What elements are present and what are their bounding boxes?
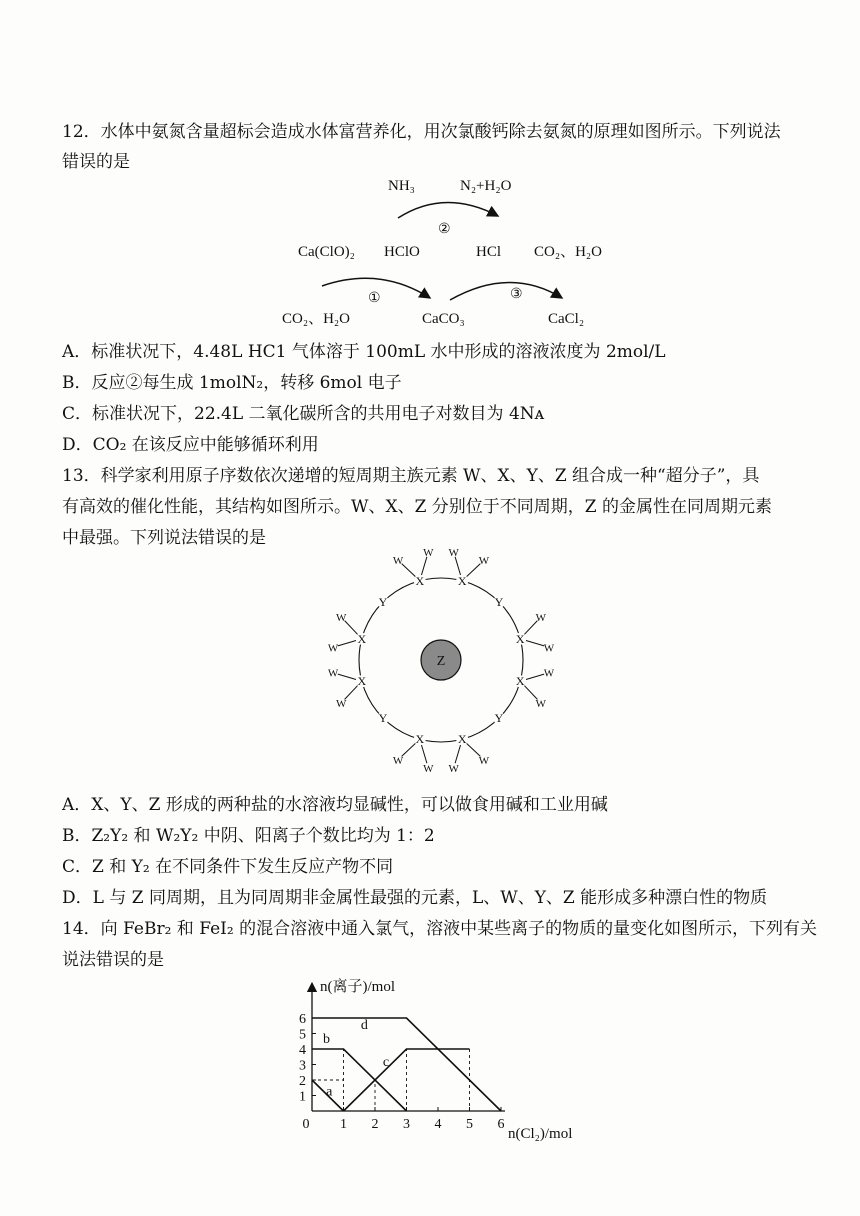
- w-atom-label: W: [478, 754, 490, 767]
- series-label-a: a: [326, 1084, 333, 1100]
- x-w-bond: [345, 621, 358, 635]
- x-w-bond: [338, 674, 356, 679]
- series-label-b: b: [323, 1031, 331, 1047]
- w-atom-label: W: [335, 612, 347, 625]
- x-atom-label: X: [415, 732, 425, 747]
- w-atom-label: W: [535, 697, 547, 710]
- y-tick-label: 3: [299, 1058, 306, 1074]
- x-w-bond: [526, 674, 544, 679]
- x-w-bond: [455, 745, 460, 763]
- y-atom-label: Y: [378, 595, 388, 610]
- x-atom-label: X: [515, 674, 525, 689]
- caco3-label: CaCO₃: [422, 311, 465, 327]
- x-w-bond: [345, 686, 358, 700]
- y-atom-label: Y: [494, 595, 504, 610]
- w-atom-label: W: [327, 667, 339, 680]
- nh3-label: NH₃: [388, 178, 415, 194]
- step2-arrow: [398, 202, 498, 218]
- hclo-label: HClO: [384, 244, 420, 260]
- x-tick-label: 4: [434, 1117, 442, 1132]
- q13-stem-line1: 13．科学家利用原子序数依次递增的短周期主族元素 W、X、Y、Z 组合成一种“超分子”，具: [62, 466, 760, 486]
- w-atom-label: W: [423, 548, 434, 560]
- y-axis-label: n(离子)/mol: [320, 979, 395, 995]
- w-atom-label: W: [448, 548, 459, 560]
- y-tick-label: 2: [299, 1074, 306, 1089]
- x-tick-label: 6: [497, 1117, 505, 1132]
- step2-label: ②: [438, 222, 451, 237]
- w-atom-label: W: [543, 667, 555, 680]
- q13-option-c: C．Z 和 Y₂ 在不同条件下发生反应产物不同: [62, 857, 394, 877]
- x-w-bond: [402, 564, 416, 577]
- step3-arrow: [450, 282, 562, 300]
- q13-option-b: B．Z₂Y₂ 和 W₂Y₂ 中阴、阳离子个数比均为 1：2: [62, 826, 435, 846]
- caclo2-label: Ca(ClO)₂: [298, 244, 355, 260]
- w-atom-label: W: [392, 754, 404, 767]
- x-w-bond: [455, 557, 460, 575]
- q13-option-a: A．X、Y、Z 形成的两种盐的水溶液均显碱性，可以做食用碱和工业用碱: [62, 795, 608, 815]
- y-tick-label: 1: [299, 1089, 306, 1105]
- q14-stem-line1: 14．向 FeBr₂ 和 FeI₂ 的混合溶液中通入氯气，溶液中某些离子的物质的量变化如图所示，下列有关: [62, 919, 818, 939]
- w-atom-label: W: [535, 612, 547, 625]
- q12-stem-line1: 12．水体中氨氮含量超标会造成水体富营养化，用次氯酸钙除去氨氮的原理如图所示。下列说法: [62, 122, 781, 142]
- w-atom-label: W: [478, 555, 490, 568]
- y-tick-label: 6: [299, 1012, 306, 1027]
- x-atom-label: X: [357, 674, 367, 689]
- x-atom-label: X: [515, 631, 525, 646]
- q14-ion-chart: [290, 975, 600, 1145]
- step3-label: ③: [510, 287, 523, 302]
- z-center-label: Z: [436, 654, 446, 669]
- y-atom-label: Y: [378, 710, 388, 725]
- q13-stem-line2: 有高效的催化性能，其结构如图所示。W、X、Z 分别位于不同周期，Z 的金属性在同周期元素: [62, 497, 773, 517]
- x-w-bond: [421, 557, 426, 575]
- x-w-bond: [421, 745, 426, 763]
- w-atom-label: W: [423, 762, 434, 775]
- y-tick-label: 4: [299, 1043, 306, 1058]
- series-label-d: d: [360, 1017, 368, 1033]
- x-atom-label: X: [357, 631, 367, 646]
- q12-option-b: B．反应②每生成 1molN₂，转移 6mol 电子: [62, 373, 402, 393]
- y-atom-label: Y: [494, 710, 504, 725]
- co2-h2o-top-label: CO₂、H₂O: [534, 244, 602, 260]
- cacl2-label: CaCl₂: [548, 311, 585, 327]
- x-axis-label: n(Cl₂)/mol: [508, 1126, 573, 1142]
- n2-h2o-label: N₂+H₂O: [460, 178, 512, 194]
- w-atom-label: W: [448, 762, 459, 775]
- q12-option-d: D．CO₂ 在该反应中能够循环利用: [62, 435, 319, 455]
- q14-stem-line2: 说法错误的是: [62, 950, 164, 970]
- q12-stem-line2: 错误的是: [62, 152, 130, 172]
- q12-reaction-diagram: [280, 168, 620, 333]
- hcl-label: HCl: [476, 244, 502, 260]
- x-tick-label: 2: [371, 1117, 379, 1132]
- series-label-c: c: [382, 1055, 390, 1071]
- step1-label: ①: [368, 291, 381, 306]
- x-atom-label: X: [457, 732, 467, 747]
- x-tick-label: 3: [403, 1117, 410, 1132]
- x-atom-label: X: [415, 573, 425, 588]
- y-tick-label: 5: [299, 1027, 306, 1043]
- q12-option-c: C．标准状况下，22.4L 二氧化碳所含的共用电子对数目为 4Nᴀ: [62, 404, 545, 424]
- x-atom-label: X: [457, 573, 467, 588]
- w-atom-label: W: [335, 697, 347, 710]
- co2-h2o-bottom-label: CO₂、H₂O: [282, 311, 350, 327]
- w-atom-label: W: [543, 642, 555, 655]
- x-tick-label: 5: [466, 1117, 473, 1132]
- q13-stem-line3: 中最强。下列说法错误的是: [62, 528, 266, 548]
- x-w-bond: [402, 743, 416, 756]
- q13-supermolecule-diagram: [315, 548, 565, 780]
- x-tick-label: 0: [302, 1117, 310, 1132]
- x-w-bond: [526, 640, 544, 645]
- w-atom-label: W: [327, 642, 339, 655]
- x-w-bond: [338, 640, 356, 645]
- x-tick-label: 1: [340, 1117, 347, 1132]
- w-atom-label: W: [392, 555, 404, 568]
- q13-option-d: D．L 与 Z 同周期，且为同周期非金属性最强的元素，L、W、Y、Z 能形成多种漂白性的物质: [62, 888, 768, 908]
- q12-option-a: A．标准状况下，4.48L HC1 气体溶于 100mL 水中形成的溶液浓度为 2mol/L: [62, 342, 666, 362]
